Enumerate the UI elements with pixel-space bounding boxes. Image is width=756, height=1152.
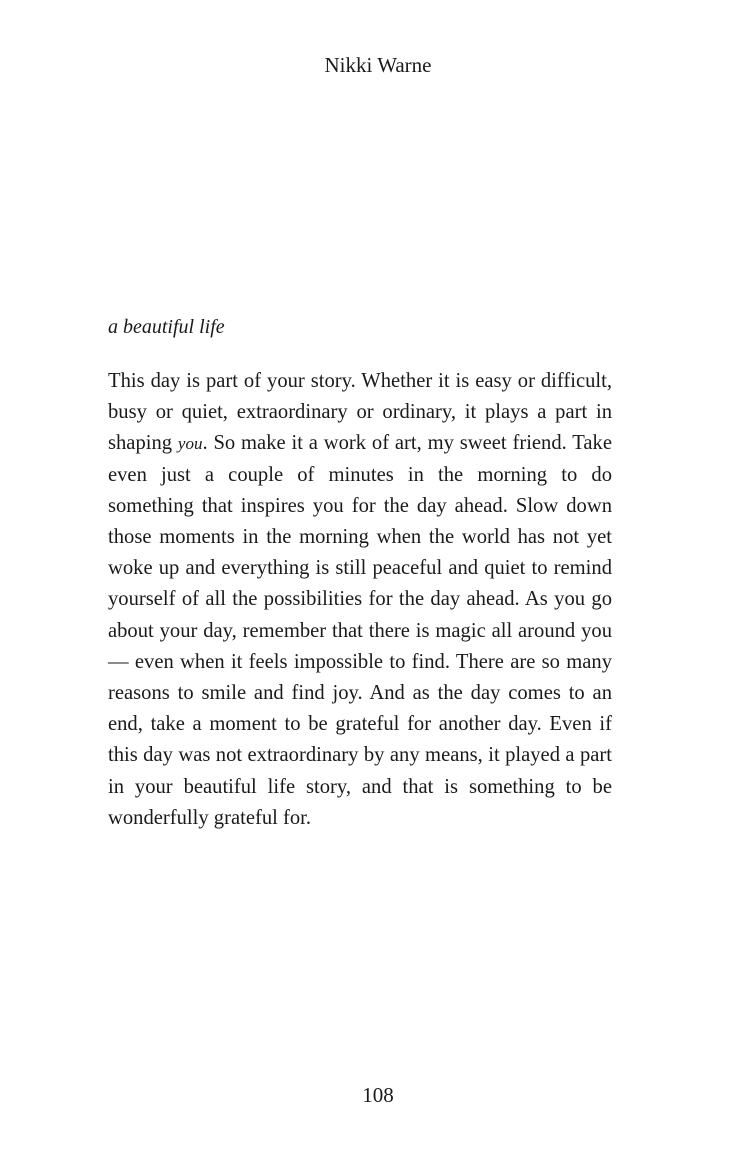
body-text-emphasis: you — [177, 434, 203, 454]
body-text-end: . So make it a work of art, my sweet friend. Take even just a couple of minutes in the morning to do something that inspires you for the day ahead. Slow down those moments in the morning when the world has not yet woke up and everything is still peaceful and quiet to remind yourself of all the possibilities for the day ahead. As you go about your day, remember that there is magic all around you— even when it feels impossible to find. There are so many reasons to smile and find joy. And as the day comes to an end, take a moment to be grateful for another day. Even if this day was not extraordinary by any means, it played a part in your beautiful life story, and that is something to be wonderfully grateful for. — [108, 432, 612, 829]
page-number: 108 — [362, 1083, 394, 1107]
section-title: a beautiful life — [108, 316, 225, 338]
body-paragraph — [108, 366, 612, 834]
running-header-author: Nikki Warne — [324, 53, 432, 77]
body-text-start: This day is part of your story. Whether it is easy or difficult, busy or quiet, extraordinary or ordinary, it plays a part in shaping — [108, 370, 612, 455]
